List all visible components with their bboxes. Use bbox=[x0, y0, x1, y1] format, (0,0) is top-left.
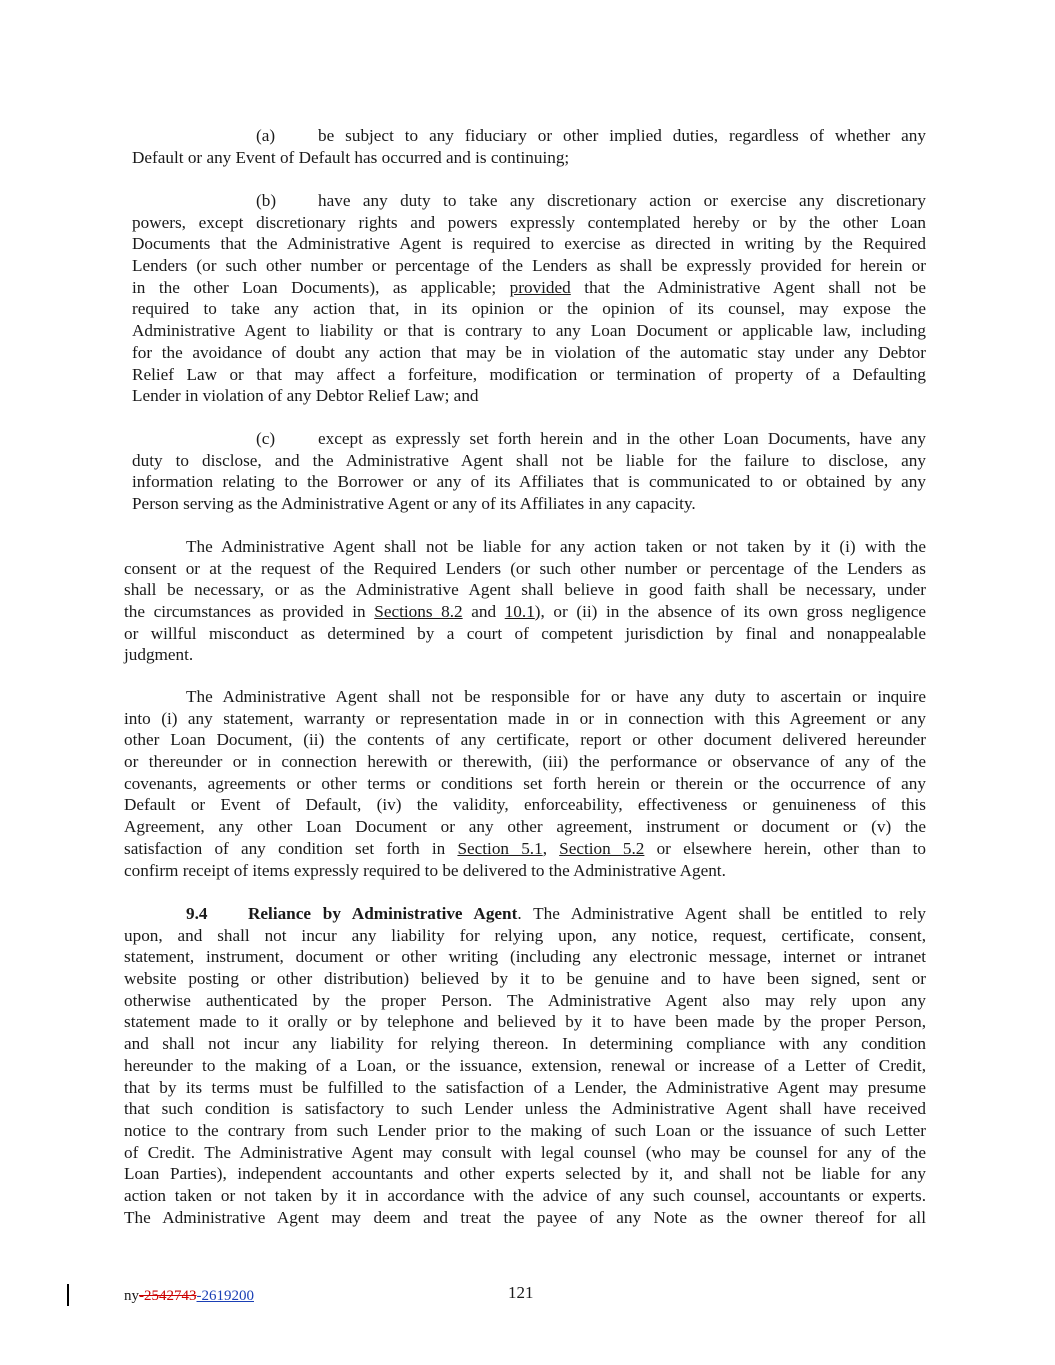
clause-a: (a) be subject to any fiduciary or other implied duties, regardless of whether any Default or any Event of Default has occurred and is continuing; bbox=[132, 126, 926, 167]
deleted-doc-id: -2542743 bbox=[139, 1288, 197, 1304]
section-number: 9.4 bbox=[186, 904, 208, 923]
page-number: 121 bbox=[508, 1283, 534, 1302]
section-ref-8-2: Sections 8.2 bbox=[374, 602, 463, 622]
section-ref-5-1: Section 5.1 bbox=[457, 838, 543, 858]
clause-c: (c) except as expressly set forth herein and in the other Loan Documents, have any duty to disclose, and the Administrative Agent shall not be liable for the failure to disclose, any information relating to the Borrower or any of its Affiliates that is communicated to or obtained by any Person serving as the Administrative Agent or any of its Affiliates in any capacity. bbox=[132, 429, 926, 514]
section-9-4: 9.4 Reliance by Administrative Agent. The Administrative Agent shall be entitled to rely upon, and shall not incur any liability for relying upon, any notice, request, certificate, consent, statement, instrument, document or other writing (including any electronic message, internet or intranet website posting or other distribution) believed by it to be genuine and to have been signed, sent or otherwise authenticated by the proper Person. The Administrative Agent also may rely upon any statement made to it orally or by telephone and believed by it to have been made by the proper Person, and shall not incur any liability for relying thereon. In determining compliance with any condition hereunder to the making of a Loan, or the issuance, extension, renewal or increase of a Letter of Credit, that by its terms must be fulfilled to the satisfaction of a Lender, the Administrative Agent may presume that such condition is satisfactory to such Lender unless the Administrative Agent shall have received notice to the contrary from such Lender prior to the making of such Loan or the issuance of such Letter of Credit. The Administrative Agent may consult with legal counsel (who may be counsel for any of the Loan Parties), independent accountants and other experts selected by it, and shall not be liable for any action taken or not taken by it in accordance with the advice of any such counsel, accountants or experts. The Administrative Agent may deem and treat the payee of any Note as the owner thereof for all bbox=[124, 904, 926, 1227]
section-ref-10-1: 10.1 bbox=[504, 602, 535, 622]
clause-b: (b) have any duty to take any discretionary action or exercise any discretionary powers, except discretionary rights and powers expressly contemplated hereby or by the other Loan Documents that the Administrative Agent is required to exercise as directed in writing by the Required Lenders (or such other number or percentage of the Lenders as shall be expressly provided for herein or in the other Loan Documents), as applicable; provided that the Administrative Agent shall not be required to take any action that, in its opinion or the opinion of its counsel, may expose the Administrative Agent to liability or that is contrary to any Loan Document or applicable law, including for the avoidance of doubt any action that may be in violation of the automatic stay under any Debtor Relief Law or that may affect a forfeiture, modification or termination of property of a Defaulting Lender in violation of any Debtor Relief Law; and bbox=[132, 191, 927, 406]
clause-c-label: (c) bbox=[256, 429, 276, 448]
clause-a-label: (a) bbox=[256, 126, 276, 145]
inserted-doc-id: -2619200 bbox=[196, 1288, 254, 1304]
clause-b-label: (b) bbox=[256, 191, 277, 210]
change-bar bbox=[67, 1284, 69, 1306]
section-ref-5-2: Section 5.2 bbox=[559, 838, 645, 858]
document-id: ny-2542743-2619200 bbox=[124, 1288, 254, 1304]
provided-term: provided bbox=[509, 277, 571, 297]
liability-paragraph: The Administrative Agent shall not be liable for any action taken or not taken by it (i) with the consent or at the request of the Required Lenders (or such other number or percentage of the Lenders as shall be necessary, or as the Administrative Agent shall believe in good faith shall be necessary, under the circumstances as provided in Sections 8.2 and 10.1), or (ii) in the absence of its own gross negligence or willful misconduct as determined by a court of competent jurisdiction by final and nonappealable judgment. bbox=[124, 537, 926, 665]
responsibility-paragraph: The Administrative Agent shall not be responsible for or have any duty to ascertain or inquire into (i) any statement, warranty or representation made in or in connection with this Agreement or any other Loan Document, (ii) the contents of any certificate, report or other document delivered hereunder or thereunder or in connection herewith or therewith, (iii) the performance or observance of any of the covenants, agreements or other terms or conditions set forth herein or therein or the occurrence of any Default or Event of Default, (iv) the validity, enforceability, effectiveness or genuineness of this Agreement, any other Loan Document or any other agreement, instrument or document or (v) the satisfaction of any condition set forth in Section 5.1, Section 5.2 or elsewhere herein, other than to confirm receipt of items expressly required to be delivered to the Administrative Agent. bbox=[124, 687, 927, 880]
section-heading: Reliance by Administrative Agent bbox=[248, 904, 518, 923]
